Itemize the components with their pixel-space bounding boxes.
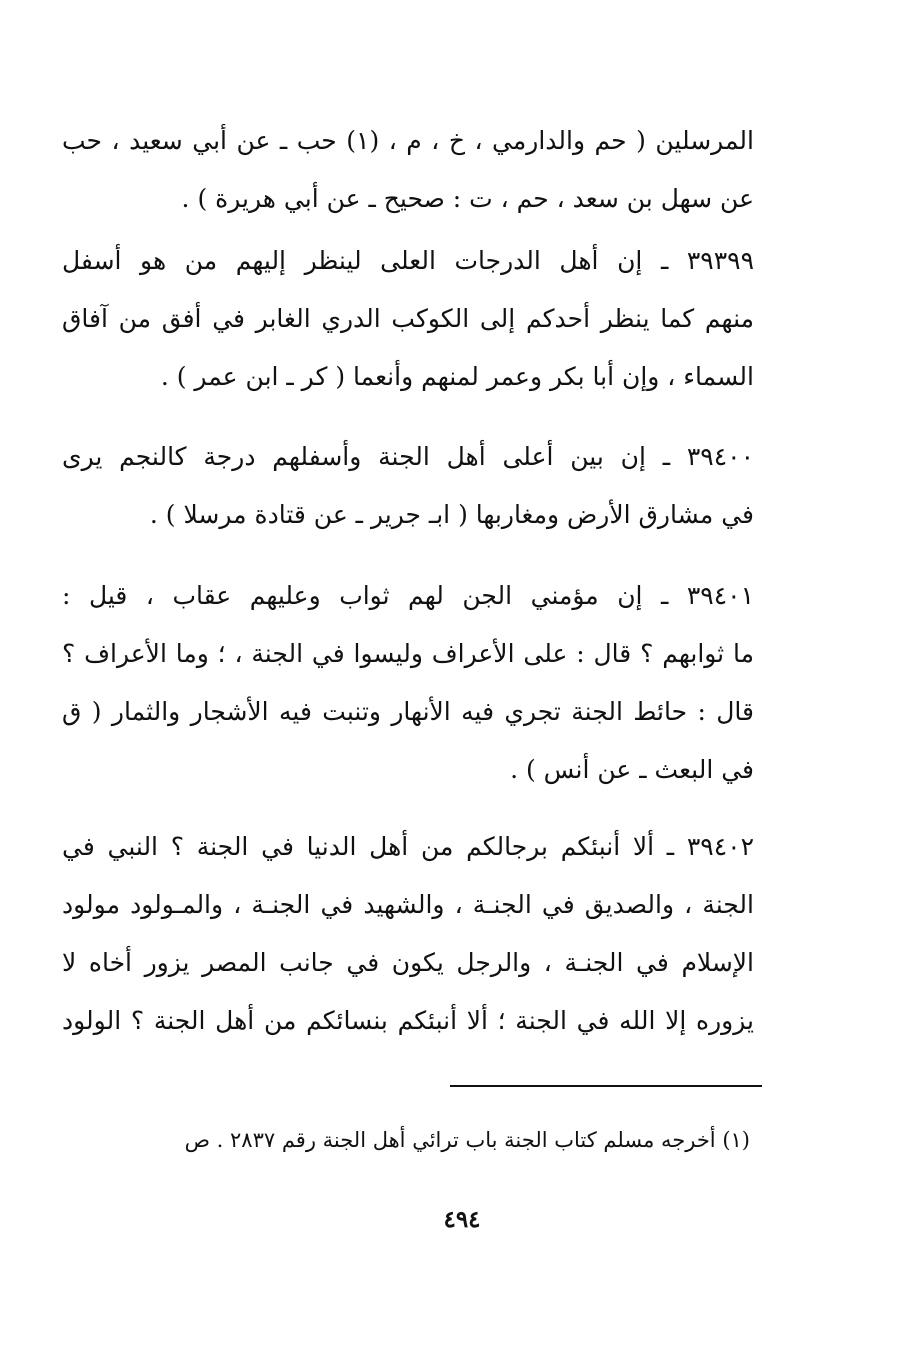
- text-line: منهم كما ينظر أحدكم إلى الكوكب الدري الغابر في أفق من آفاق: [62, 304, 754, 333]
- footnote: (١) أخرجه مسلم كتاب الجنة باب ترائي أهل الجنة رقم ٢٨٣٧ . ص: [184, 1128, 750, 1152]
- text-line: في مشارق الأرض ومغاربها ( ابـ جرير ـ عن قتادة مرسلا ) .: [149, 500, 754, 529]
- hadith-39401: [62, 567, 754, 799]
- hadith-39402: [62, 818, 754, 1050]
- hadith-39399: [62, 232, 754, 406]
- text-line: ٣٩٣٩٩ ـ إن أهل الدرجات العلى لينظر إليهم من هو أسفل: [62, 246, 754, 275]
- hadith-39400: [62, 428, 754, 544]
- text-line: ٣٩٤٠١ ـ إن مؤمني الجن لهم ثواب وعليهم عقاب ، قيل :: [62, 581, 754, 610]
- paragraph-continuation: [62, 112, 754, 228]
- footnote-divider: [450, 1085, 762, 1087]
- text-line: ٣٩٤٠٠ ـ إن بين أعلى أهل الجنة وأسفلهم درجة كالنجم يرى: [62, 442, 754, 471]
- text-line: الإسلام في الجنـة ، والرجل يكون في جانب المصر يزور أخاه لا: [62, 948, 754, 977]
- text-line: المرسلين ( حم والدارمي ، خ ، م ، (١) حب ـ عن أبي سعيد ، حب: [62, 126, 754, 155]
- text-line: ما ثوابهم ؟ قال : على الأعراف وليسوا في الجنة ، ؛ وما الأعراف ؟: [62, 639, 754, 668]
- text-line: السماء ، وإن أبا بكر وعمر لمنهم وأنعما ( كر ـ ابن عمر ) .: [160, 362, 754, 391]
- text-line: يزوره إلا الله في الجنة ؛ ألا أنبئكم بنسائكم من أهل الجنة ؟ الولود: [62, 1006, 754, 1035]
- text-line: ٣٩٤٠٢ ـ ألا أنبئكم برجالكم من أهل الدنيا في الجنة ؟ النبي في: [62, 832, 754, 861]
- text-line: في البعث ـ عن أنس ) .: [510, 755, 754, 784]
- page-number: ٤٩٤: [443, 1206, 481, 1233]
- text-line: الجنة ، والصديق في الجنـة ، والشهيد في الجنـة ، والمـولود مولود: [62, 890, 754, 919]
- text-line: قال : حائط الجنة تجري فيه الأنهار وتنبت فيه الأشجار والثمار ( ق: [62, 697, 754, 726]
- text-line: عن سهل بن سعد ، حم ، ت : صحيح ـ عن أبي هريرة ) .: [181, 184, 754, 213]
